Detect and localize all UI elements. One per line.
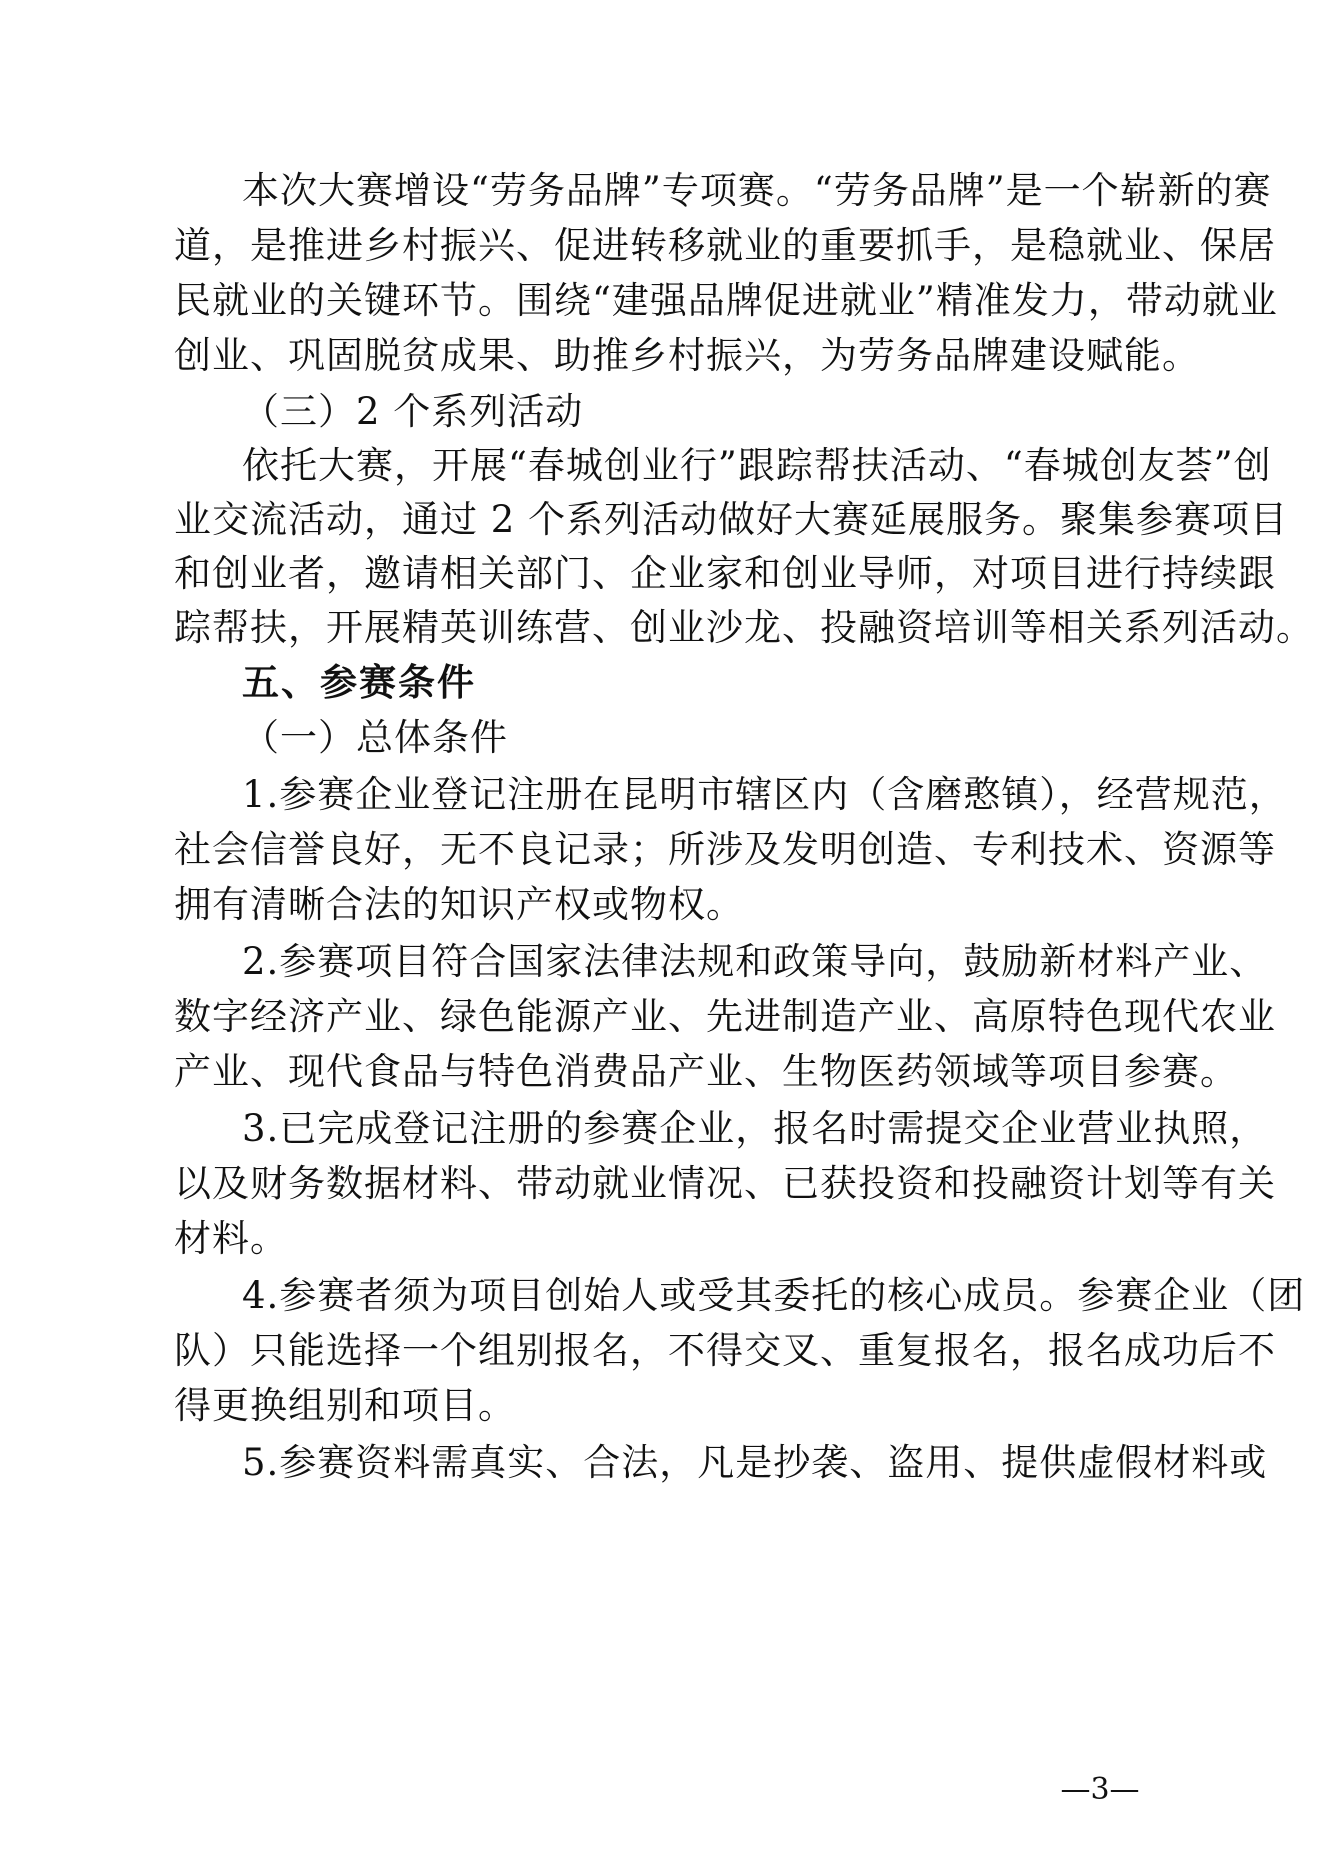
subheading: （一）总体条件 (242, 716, 508, 759)
paragraph-line: 得更换组别和项目。 (174, 1384, 516, 1427)
paragraph-line: 产业、现代食品与特色消费品产业、生物医药领域等项目参赛。 (174, 1050, 1238, 1093)
paragraph-line: 本次大赛增设“劳务品牌”专项赛。“劳务品牌”是一个崭新的赛 (242, 169, 1272, 212)
paragraph-line: 依托大赛，开展“春城创业行”跟踪帮扶活动、“春城创友荟”创 (242, 444, 1272, 487)
paragraph-line: 社会信誉良好，无不良记录；所涉及发明创造、专利技术、资源等 (174, 828, 1276, 871)
paragraph-line: 数字经济产业、绿色能源产业、先进制造产业、高原特色现代农业 (174, 995, 1276, 1038)
paragraph-line: 踪帮扶，开展精英训练营、创业沙龙、投融资培训等相关系列活动。 (174, 606, 1314, 649)
paragraph-line: 创业、巩固脱贫成果、助推乡村振兴，为劳务品牌建设赋能。 (174, 334, 1200, 377)
paragraph-line: 队）只能选择一个组别报名，不得交叉、重复报名，报名成功后不 (174, 1329, 1276, 1372)
paragraph-line: 1.参赛企业登记注册在昆明市辖区内（含磨憨镇），经营规范， (242, 773, 1287, 816)
subheading: （三）2 个系列活动 (242, 390, 584, 433)
paragraph-line: 2.参赛项目符合国家法律法规和政策导向，鼓励新材料产业、 (242, 940, 1268, 983)
paragraph-line: 和创业者，邀请相关部门、企业家和创业导师，对项目进行持续跟 (174, 552, 1276, 595)
paragraph-line: 4.参赛者须为项目创始人或受其委托的核心成员。参赛企业（团 (242, 1274, 1306, 1317)
page-number: —3— (1060, 1772, 1140, 1807)
paragraph-line: 以及财务数据材料、带动就业情况、已获投资和投融资计划等有关 (174, 1162, 1276, 1205)
section-heading: 五、参赛条件 (242, 661, 476, 704)
paragraph-line: 材料。 (174, 1217, 288, 1260)
paragraph-line: 民就业的关键环节。围绕“建强品牌促进就业”精准发力，带动就业 (174, 279, 1278, 322)
paragraph-line: 拥有清晰合法的知识产权或物权。 (174, 883, 744, 926)
paragraph-line: 3.已完成登记注册的参赛企业，报名时需提交企业营业执照， (242, 1107, 1268, 1150)
paragraph-line: 业交流活动，通过 2 个系列活动做好大赛延展服务。聚集参赛项目 (174, 498, 1289, 541)
paragraph-line: 5.参赛资料需真实、合法，凡是抄袭、盗用、提供虚假材料或 (242, 1441, 1268, 1484)
paragraph-line: 道，是推进乡村振兴、促进转移就业的重要抓手，是稳就业、保居 (174, 224, 1276, 267)
